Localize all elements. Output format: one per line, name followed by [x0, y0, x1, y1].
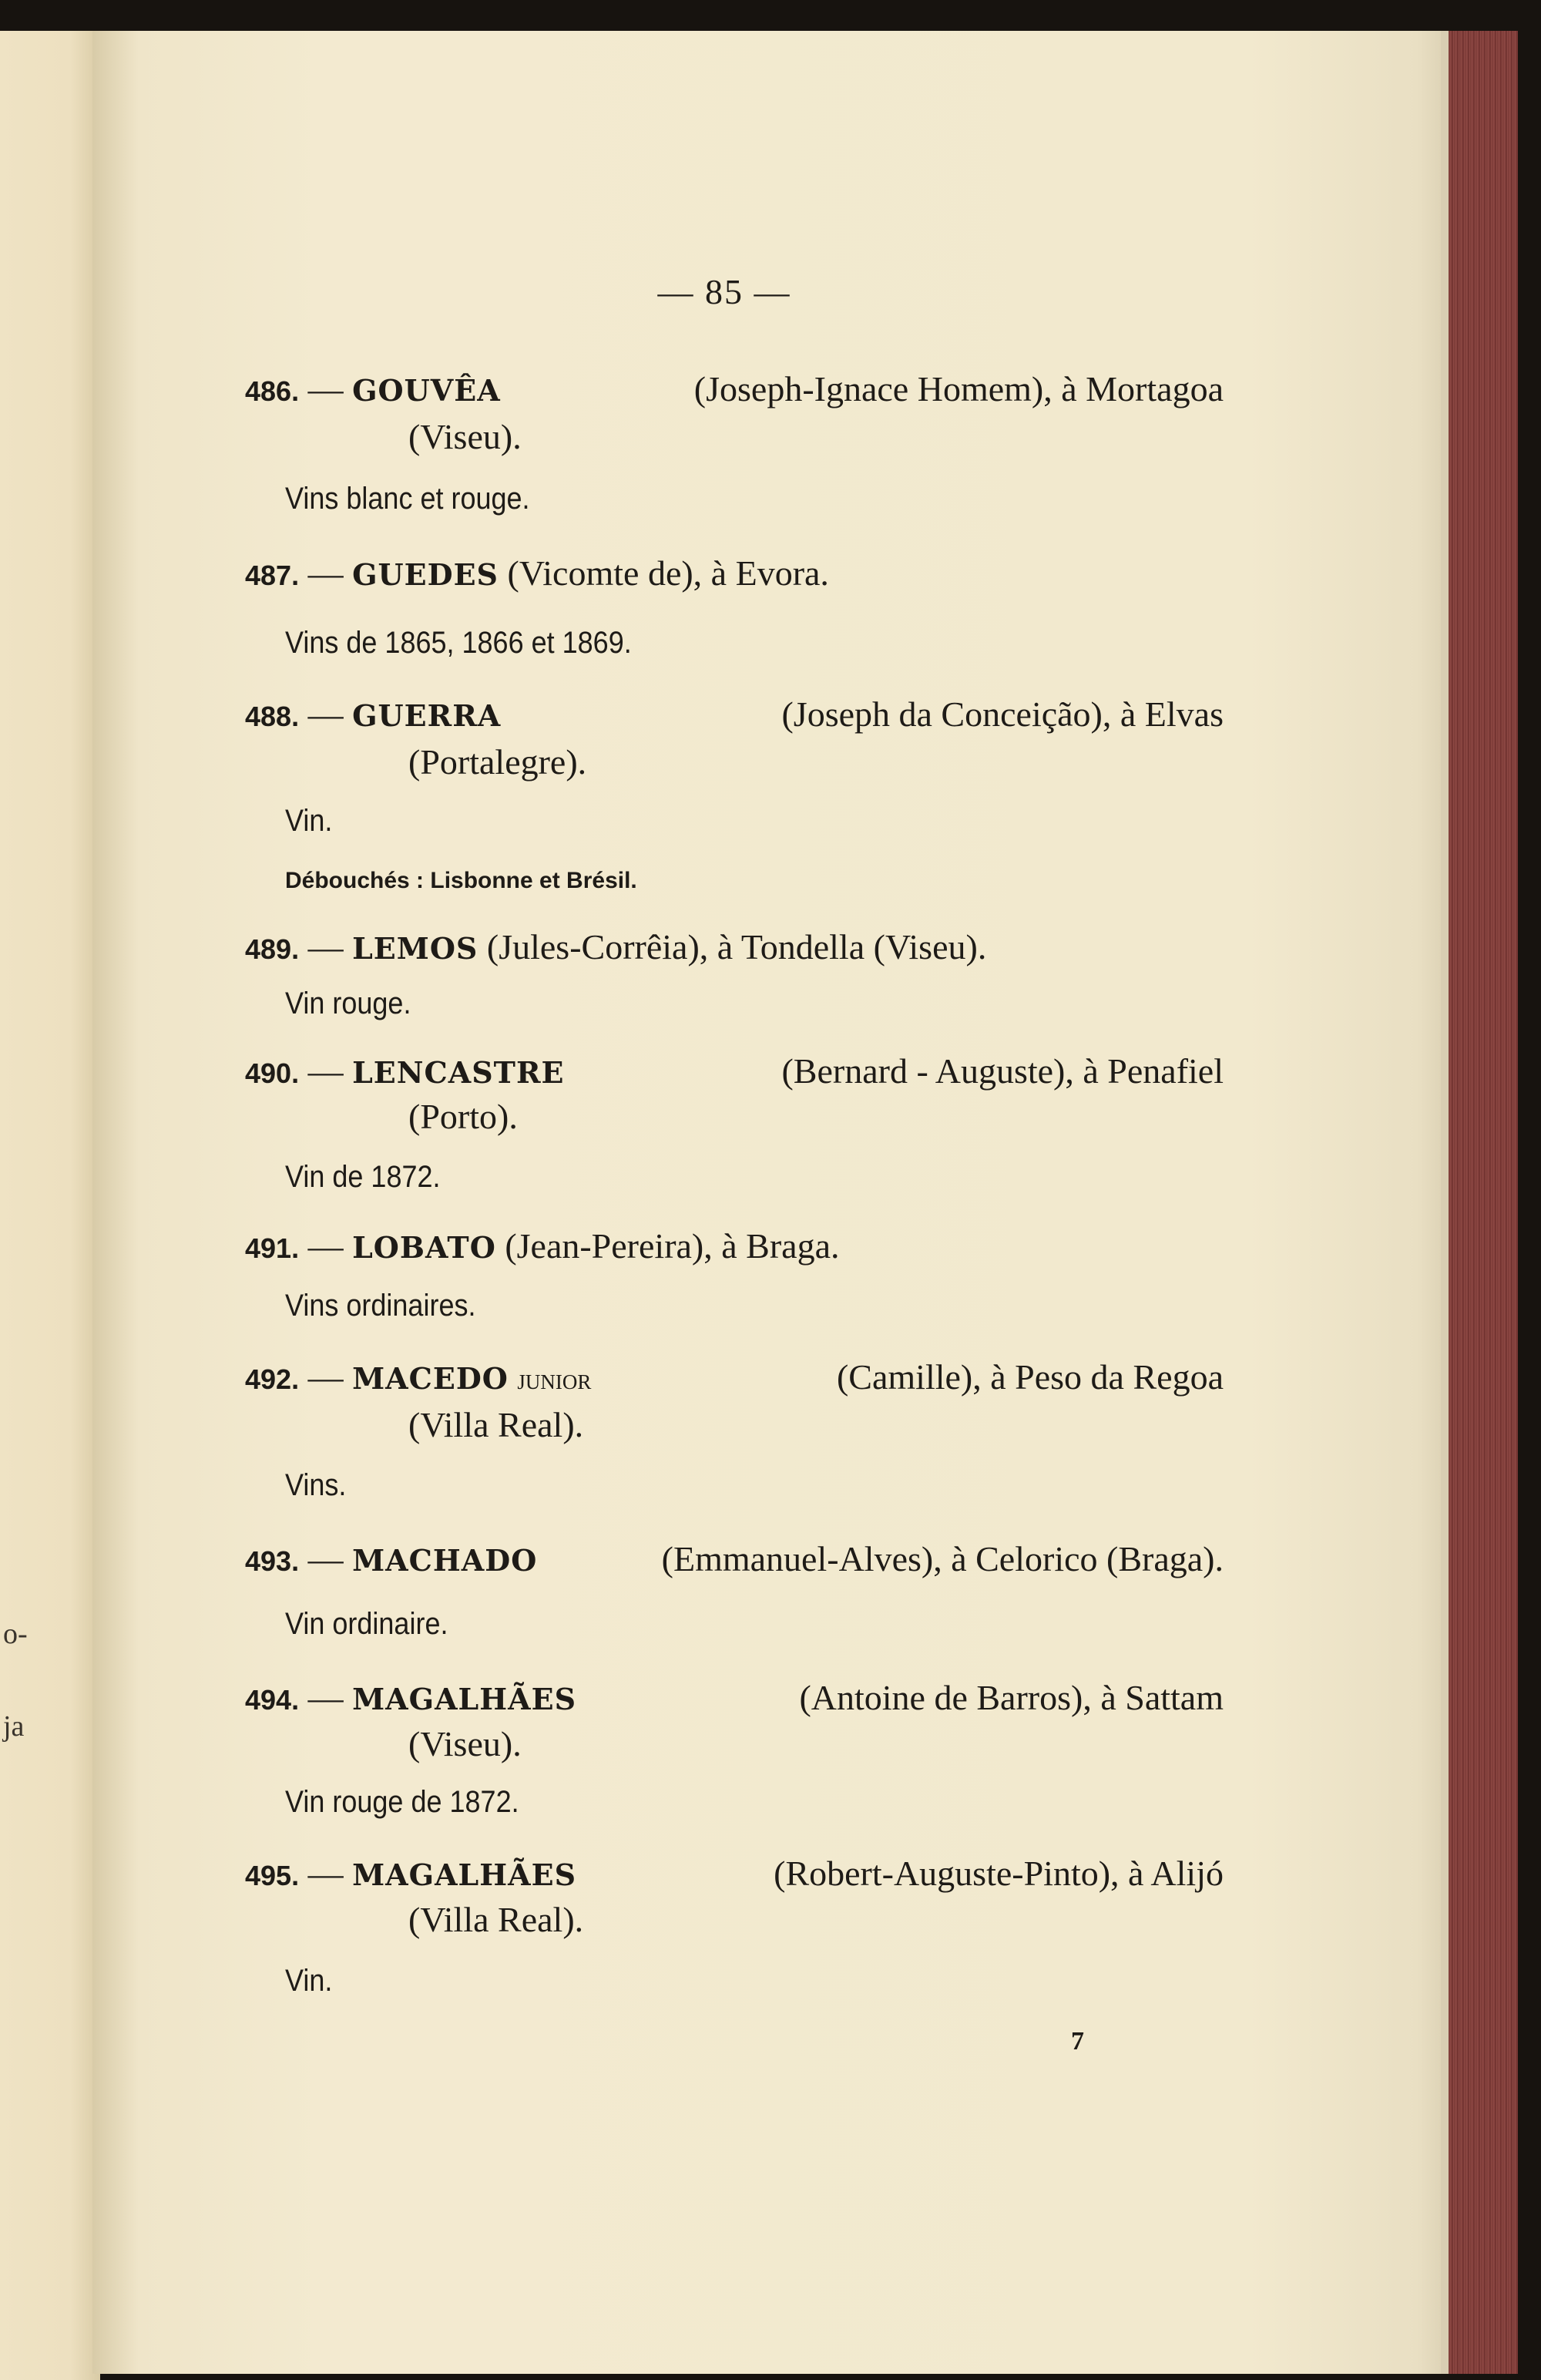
entry-486-detail: Vins blanc et rouge.: [285, 482, 530, 516]
entry-number: 490.: [245, 1057, 300, 1089]
entry-details-text: (Emmanuel-Alves), à Celorico (Braga).: [661, 1539, 1224, 1578]
entry-number: 489.: [245, 933, 300, 965]
entry-details-text: (Joseph da Conceição), à Elvas: [781, 694, 1224, 734]
entry-number: 487.: [245, 560, 300, 591]
entry-details-text: (Robert-Auguste-Pinto), à Alijó: [774, 1854, 1224, 1893]
dash: —: [307, 1357, 344, 1397]
entry-number: 491.: [245, 1232, 300, 1264]
entry-495-heading: [245, 1853, 1224, 1894]
page-number: — 85 —: [657, 272, 791, 311]
entry-details-text: (Jean-Pereira), à Braga.: [505, 1226, 840, 1266]
entry-name: GUERRA: [352, 698, 502, 733]
dash: —: [307, 1854, 344, 1893]
entry-details-text: (Camille), à Peso da Regoa: [836, 1357, 1224, 1397]
signature-mark: 7: [1071, 2027, 1084, 2056]
dash: —: [307, 369, 344, 408]
dash: —: [307, 1678, 344, 1717]
entry-493-detail: Vin ordinaire.: [285, 1607, 448, 1641]
dash: —: [307, 1539, 344, 1578]
entry-name: GUEDES: [352, 557, 499, 592]
entry-495-continuation: (Villa Real).: [408, 1900, 584, 1939]
entry-492-heading: [245, 1356, 1224, 1397]
entry-name: LENCASTRE: [352, 1055, 565, 1090]
entry-488-heading: [245, 694, 1224, 735]
left-page-edge: [0, 31, 100, 2380]
dash: —: [307, 1226, 344, 1266]
left-page-fragment: o-: [3, 1618, 28, 1650]
entry-490-heading: [245, 1050, 1224, 1091]
entry-492-detail: Vins.: [285, 1468, 347, 1502]
entry-number: 492.: [245, 1363, 300, 1395]
entry-number: 488.: [245, 701, 300, 732]
book-block-edges: [1449, 31, 1518, 2374]
entry-details-text: (Vicomte de), à Evora.: [507, 553, 829, 593]
entry-487-detail: Vins de 1865, 1866 et 1869.: [285, 626, 632, 660]
entry-name: LEMOS: [352, 931, 478, 966]
entry-489-detail: Vin rouge.: [285, 987, 411, 1020]
entry-488-continuation: (Portalegre).: [408, 742, 587, 782]
entry-488-outlets: Débouchés : Lisbonne et Brésil.: [285, 868, 637, 893]
entry-number: 495.: [245, 1860, 300, 1891]
entry-491-detail: Vins ordinaires.: [285, 1289, 476, 1323]
entry-name: GOUVÊA: [352, 373, 501, 408]
entry-493-heading: [245, 1538, 1224, 1579]
entry-name: MACEDO: [352, 1361, 509, 1396]
dash: —: [307, 553, 344, 593]
entry-name: MACHADO: [352, 1543, 538, 1578]
entry-489-heading: [245, 926, 986, 967]
left-page-fragment: ja: [3, 1710, 25, 1743]
entry-number: 494.: [245, 1684, 300, 1716]
entry-details-text: (Antoine de Barros), à Sattam: [799, 1678, 1224, 1717]
entry-491-heading: [245, 1225, 840, 1266]
dash: —: [307, 1051, 344, 1091]
entry-486-continuation: (Viseu).: [408, 417, 522, 456]
entry-494-detail: Vin rouge de 1872.: [285, 1785, 519, 1819]
entry-details-text: (Bernard - Auguste), à Penafiel: [781, 1051, 1224, 1091]
entry-486-heading: [245, 368, 1224, 409]
entry-490-detail: Vin de 1872.: [285, 1160, 441, 1194]
dash: —: [307, 927, 344, 966]
entry-name: MAGALHÃES: [352, 1857, 577, 1892]
dash: —: [307, 694, 344, 734]
entry-495-detail: Vin.: [285, 1964, 333, 1998]
entry-492-continuation: (Villa Real).: [408, 1405, 584, 1444]
entry-number: 486.: [245, 375, 300, 407]
entry-494-continuation: (Viseu).: [408, 1724, 522, 1763]
entry-details-text: (Jules-Corrêia), à Tondella (Viseu).: [486, 927, 987, 966]
entry-487-heading: [245, 553, 829, 593]
entry-490-continuation: (Porto).: [408, 1097, 518, 1136]
entry-488-detail: Vin.: [285, 804, 333, 838]
entry-name: LOBATO: [352, 1230, 496, 1265]
entry-name: MAGALHÃES: [352, 1682, 577, 1716]
entry-number: 493.: [245, 1545, 300, 1577]
entry-name-suffix: junior: [517, 1363, 592, 1396]
entry-494-heading: [245, 1677, 1224, 1718]
entry-details-text: (Joseph-Ignace Homem), à Mortagoa: [693, 369, 1224, 408]
